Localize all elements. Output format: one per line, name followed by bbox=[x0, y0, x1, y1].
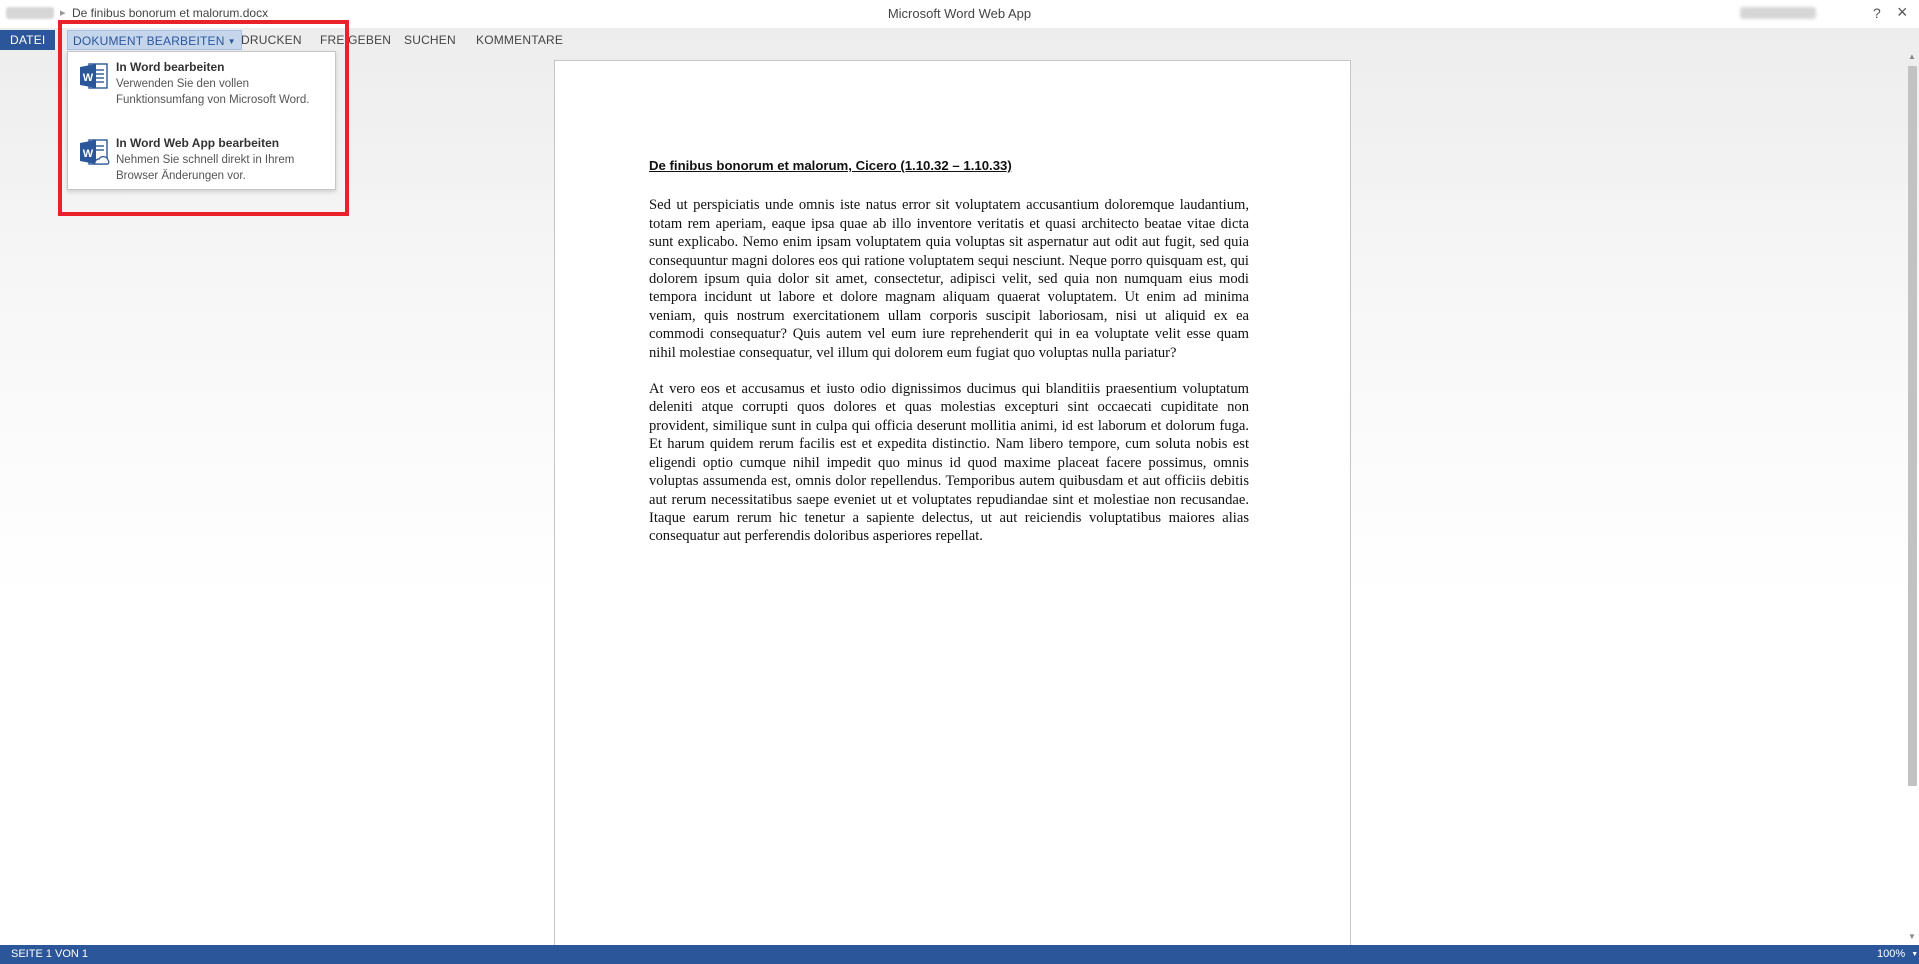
title-bar bbox=[0, 0, 1919, 28]
menu-print[interactable] bbox=[236, 30, 307, 50]
scroll-down-arrow-icon[interactable]: ▼ bbox=[1908, 932, 1916, 941]
breadcrumb-user-blurred[interactable] bbox=[6, 7, 54, 19]
close-button[interactable]: × bbox=[1897, 2, 1908, 22]
document-paragraph: At vero eos et accusamus et iusto odio dignissimos ducimus qui blanditiis praesentium voluptatum deleniti atque corrupti quos dolores et quas molestias excepturi sint occaecati cupiditate non provident, similique sunt in culpa qui officia deserunt mollitia animi, id est laborum et dolorum fuga. Et harum quidem rerum facilis est et expedita distinctio. Nam libero tempore, cum soluta nobis est eligendi optio cumque nihil impedit quo minus id quod maxime placeat facere possimus, omnis voluptas assumenda est, omnis dolor repellendus. Temporibus autem quibusdam et aut officiis debitis aut rerum necessitatibus saepe eveniet ut et voluptates repudiandae sint et molestiae non recusandae. Itaque earum rerum hic tenetur a sapiente delectus, ut aut reiciendis voluptatibus maiores alias consequatur aut perferendis doloribus asperiores repellat. bbox=[649, 381, 1249, 545]
word-icon bbox=[78, 60, 110, 92]
menu-print-label: DRUCKEN bbox=[241, 33, 302, 47]
vertical-scrollbar[interactable] bbox=[1905, 52, 1919, 945]
zoom-control[interactable] bbox=[1877, 945, 1918, 964]
scroll-up-arrow-icon[interactable]: ▲ bbox=[1908, 52, 1916, 61]
account-name-blurred[interactable] bbox=[1740, 7, 1816, 19]
menu-share[interactable] bbox=[315, 30, 396, 50]
edit-document-dropdown bbox=[67, 51, 336, 190]
menu-edit-document[interactable] bbox=[67, 30, 242, 50]
menu-file[interactable] bbox=[0, 30, 55, 50]
document-heading: De finibus bonorum et malorum, Cicero (1.10.32 – 1.10.33) bbox=[649, 158, 1012, 173]
menu-edit-label: DOKUMENT BEARBEITEN bbox=[73, 34, 225, 48]
word-web-app-icon bbox=[78, 136, 110, 168]
app-title-container bbox=[0, 6, 1919, 21]
caret-down-icon: ▼ bbox=[227, 37, 236, 46]
edit-in-word-description: Verwenden Sie den vollen Funktionsumfang von Microsoft Word. bbox=[116, 78, 310, 106]
menu-comments[interactable] bbox=[471, 30, 568, 50]
edit-in-word-title: In Word bearbeiten bbox=[116, 60, 225, 74]
menu-file-label: DATEI bbox=[10, 33, 46, 47]
edit-in-web-app-description: Nehmen Sie schnell direkt in Ihrem Browser Änderungen vor. bbox=[116, 154, 295, 182]
caret-down-icon: ▼ bbox=[1911, 951, 1919, 958]
svg-text:W: W bbox=[82, 72, 94, 84]
edit-in-web-app-option[interactable] bbox=[68, 130, 335, 200]
menu-share-label: FREIGEBEN bbox=[320, 33, 392, 47]
document-page[interactable] bbox=[554, 60, 1351, 950]
breadcrumb-document-name[interactable]: De finibus bonorum et malorum.docx bbox=[72, 6, 269, 20]
breadcrumb-chevron-icon: ▸ bbox=[60, 7, 66, 19]
menu-comments-label: KOMMENTARE bbox=[476, 33, 564, 47]
document-body bbox=[649, 157, 1249, 564]
menu-bar bbox=[0, 30, 1919, 50]
help-button[interactable]: ? bbox=[1873, 5, 1881, 21]
edit-in-web-app-title: In Word Web App bearbeiten bbox=[116, 136, 280, 150]
menu-search[interactable] bbox=[399, 30, 461, 50]
edit-in-word-option[interactable] bbox=[68, 54, 335, 124]
document-paragraph: Sed ut perspiciatis unde omnis iste natus error sit voluptatem accusantium doloremque laudantium, totam rem aperiam, eaque ipsa quae ab illo inventore veritatis et quasi architecto beatae vitae dicta sunt explicabo. Nemo enim ipsam voluptatem quia voluptas sit aspernatur aut odit aut fugit, sed quia consequuntur magni dolores eos qui ratione voluptatem sequi nesciunt. Neque porro quisquam est, qui dolorem ipsum quia dolor sit amet, consectetur, adipisci velit, sed quia non numquam eius modi tempora incidunt ut labore et dolore magnam aliquam quaerat voluptatem. Ut enim ad minima veniam, quis nostrum exercitationem ullam corporis suscipit laboriosam, nisi ut aliquid ex ea commodi consequatur? Quis autem vel eum iure reprehenderit qui in ea voluptate velit esse quam nihil molestiae consequatur, vel illum qui dolorem eum fugiat quo voluptas nulla pariatur? bbox=[649, 197, 1249, 361]
page-count: SEITE 1 VON 1 bbox=[11, 948, 89, 960]
scroll-thumb[interactable] bbox=[1908, 66, 1917, 786]
status-bar bbox=[0, 945, 1919, 964]
menu-search-label: SUCHEN bbox=[404, 33, 456, 47]
zoom-level: 100% bbox=[1877, 948, 1906, 960]
app-title: Microsoft Word Web App bbox=[887, 6, 1032, 21]
svg-text:W: W bbox=[82, 148, 94, 160]
